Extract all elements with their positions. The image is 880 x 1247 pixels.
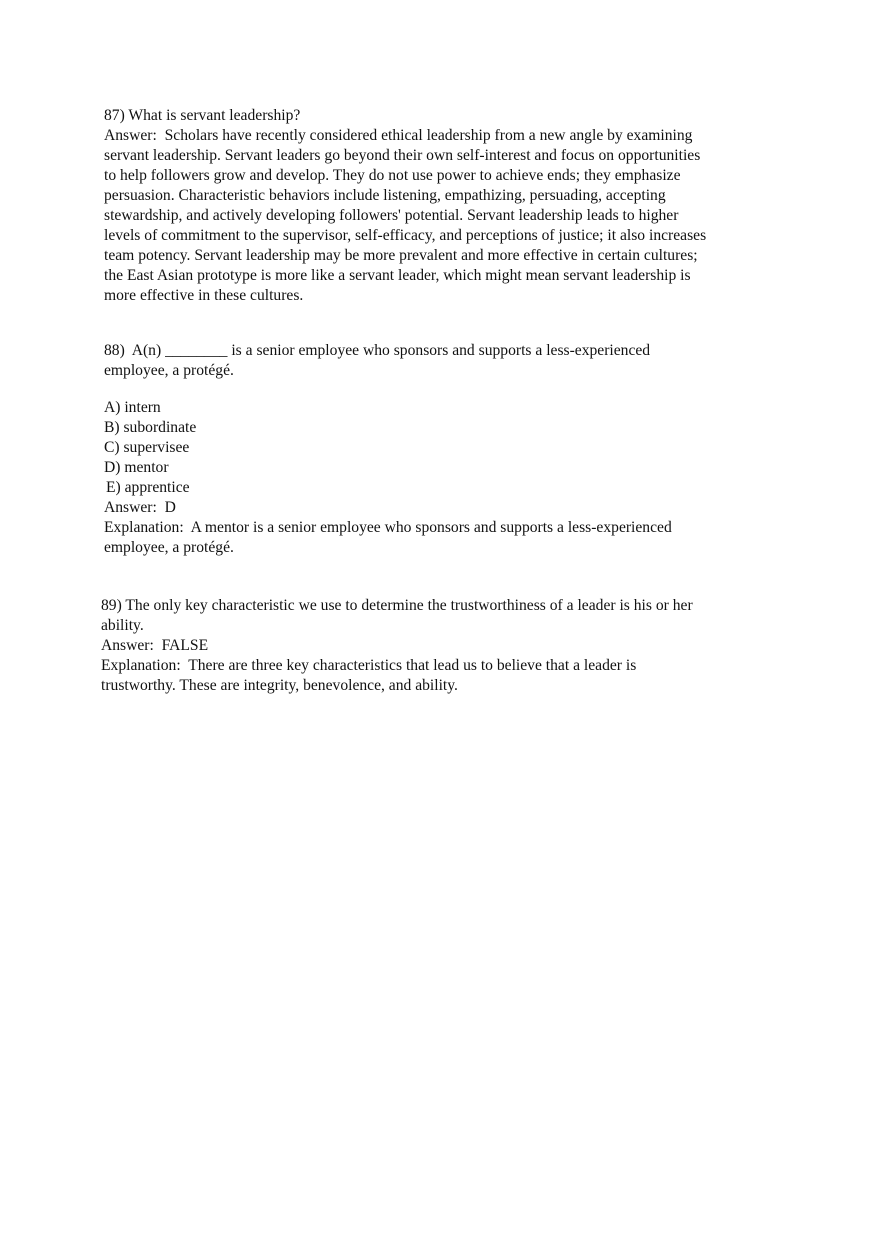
explanation-line: trustworthy. These are integrity, benevolence, and ability.: [101, 677, 458, 694]
answer-line: persuasion. Characteristic behaviors include listening, empathizing, persuading, accepting: [104, 187, 666, 204]
question-89: [101, 596, 784, 696]
question-line: 88) A(n) ________ is a senior employee who sponsors and supports a less-experienced: [104, 342, 651, 359]
option-c: C) supervisee: [104, 439, 190, 456]
question-88-text: [104, 341, 784, 381]
question-line: ability.: [101, 617, 144, 634]
answer-line: team potency. Servant leadership may be more prevalent and more effective in certain cultures;: [104, 247, 698, 264]
option-b: B) subordinate: [104, 419, 197, 436]
question-line: employee, a protégé.: [104, 362, 234, 379]
question-87-answer: [104, 126, 784, 306]
question-89-explanation: [101, 656, 784, 696]
question-89-answer: Answer: FALSE: [101, 637, 209, 654]
answer-line: more effective in these cultures.: [104, 287, 304, 304]
question-88-answer: Answer: D: [104, 499, 176, 516]
question-88-explanation: [104, 518, 784, 558]
option-a: A) intern: [104, 399, 161, 416]
explanation-line: Explanation: A mentor is a senior employee who sponsors and supports a less-experienced: [104, 519, 672, 536]
question-87: [104, 106, 784, 306]
option-e: E) apprentice: [106, 479, 190, 496]
answer-line: the East Asian prototype is more like a servant leader, which might mean servant leadership is: [104, 267, 691, 284]
answer-line: servant leadership. Servant leaders go beyond their own self-interest and focus on opportunities: [104, 147, 701, 164]
question-88-options: [104, 398, 784, 498]
answer-line: stewardship, and actively developing followers' potential. Servant leadership leads to higher: [104, 207, 679, 224]
option-d: D) mentor: [104, 459, 169, 476]
question-89-text: [101, 596, 784, 636]
question-87-text: 87) What is servant leadership?: [104, 107, 301, 124]
explanation-line: Explanation: There are three key characteristics that lead us to believe that a leader is: [101, 657, 637, 674]
question-88: [104, 341, 784, 558]
answer-line: levels of commitment to the supervisor, self-efficacy, and perceptions of justice; it also increases: [104, 227, 707, 244]
answer-line: Answer: Scholars have recently considered ethical leadership from a new angle by examining: [104, 127, 693, 144]
answer-line: to help followers grow and develop. They do not use power to achieve ends; they emphasize: [104, 167, 681, 184]
explanation-line: employee, a protégé.: [104, 539, 234, 556]
question-line: 89) The only key characteristic we use to determine the trustworthiness of a leader is his or her: [101, 597, 693, 614]
